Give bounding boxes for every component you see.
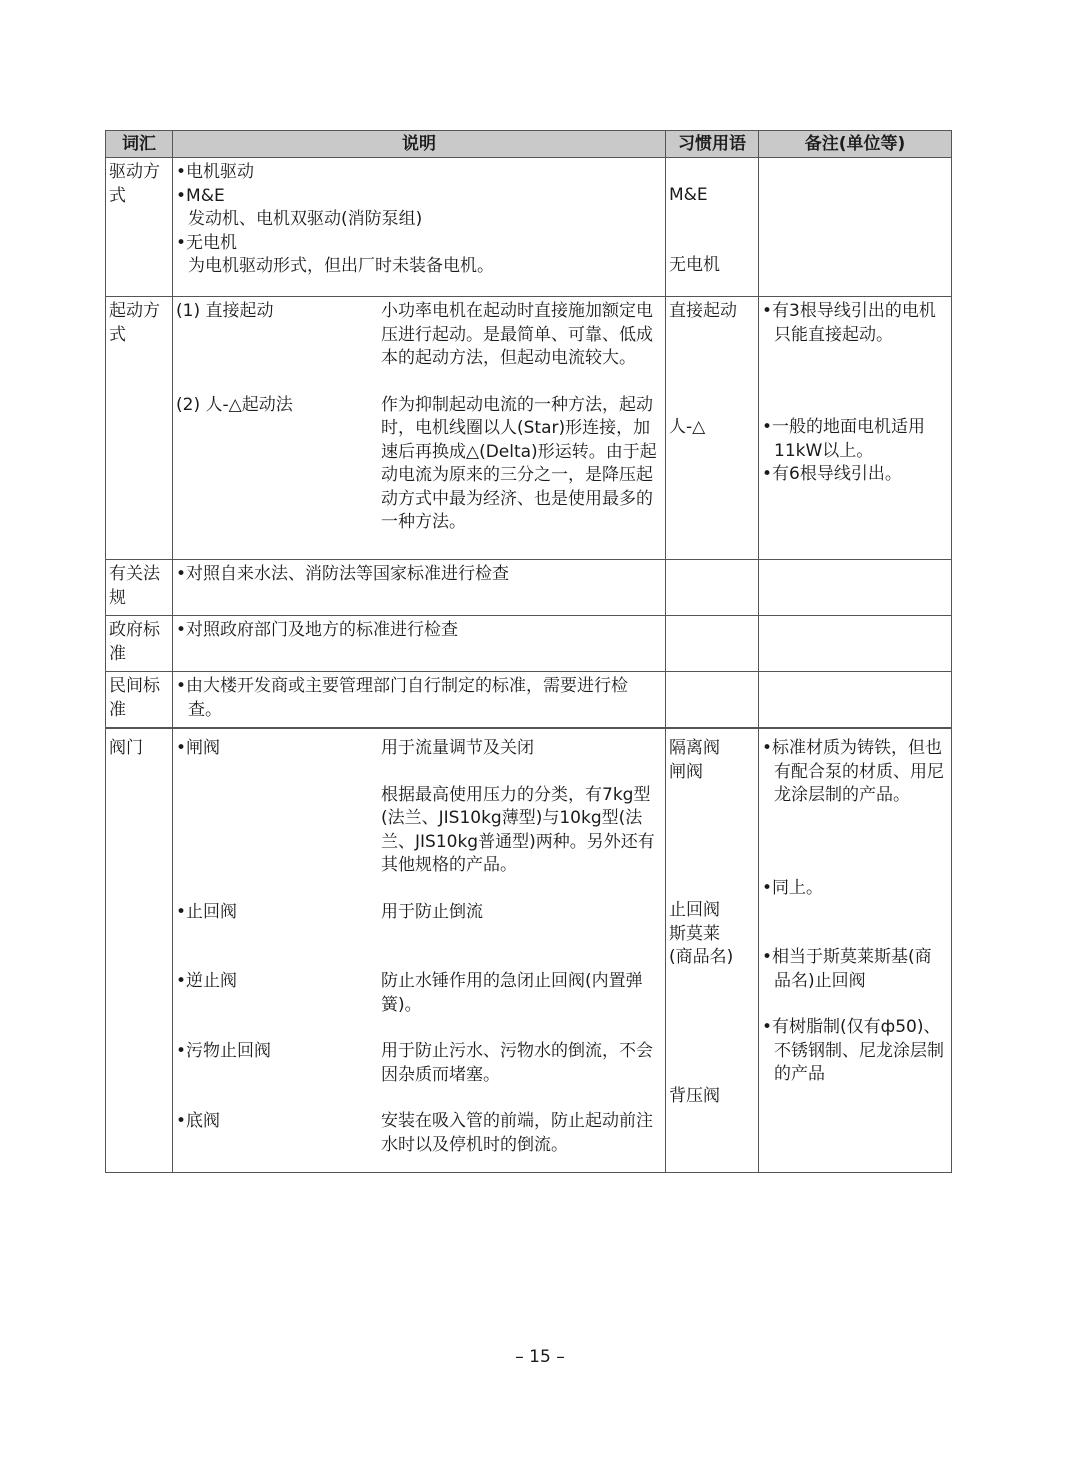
term-valve: 阀门 [106,729,173,1173]
header-term: 词汇 [106,131,173,158]
usage-direct: 直接起动 [669,301,737,321]
row-start [106,297,952,560]
usage-drive [666,158,759,297]
term-start: 起动方式 [106,297,173,560]
usage-isolation: 隔离阀 [669,738,720,758]
desc-valve [173,729,666,1173]
page-number: – 15 – [515,1347,565,1367]
valve-sewage-desc: 用于防止污水、污物水的倒流，不会因杂质而堵塞。 [381,1041,653,1085]
start-method-star-delta: (2) 人-△起动法 [176,394,293,415]
valve-nonreturn-desc: 防止水锤作用的急闭止回阀(内置弹簧)。 [381,971,643,1015]
header-description: 说明 [173,131,666,158]
note-star-delta-1: •一般的地面电机适用11kW以上。 [762,417,926,461]
valve-gate-desc-1: 用于流量调节及关闭 [381,738,534,758]
valve-nonreturn: •逆止阀 [176,971,238,991]
note-check: •同上。 [762,877,824,898]
usage-star-delta: 人-△ [669,416,706,437]
usage-check-brand-note: (商品名) [669,947,734,967]
notes-valve [759,729,952,1173]
row-private [106,672,952,728]
usage-back-pressure: 背压阀 [669,1085,720,1106]
usage-no-motor: 无电机 [669,254,720,275]
start-method-direct: (1) 直接起动 [176,301,274,321]
header-usage: 习惯用语 [666,131,759,158]
usage-start [666,297,759,560]
desc-private: •由大楼开发商或主要管理部门自行制定的标准，需要进行检查。 [173,672,666,728]
notes-start [759,297,952,560]
valve-gate: •闸阀 [176,738,221,758]
usage-check: 止回阀 [669,900,720,920]
row-gov [106,616,952,672]
header-notes: 备注(单位等) [759,131,952,158]
valve-foot-desc: 安装在吸入管的前端，防止起动前注水时以及停机时的倒流。 [381,1111,653,1155]
valve-check: •止回阀 [176,901,238,922]
usage-me: M&E [669,185,708,205]
desc-gov: •对照政府部门及地方的标准进行检查 [173,616,666,672]
drive-item-me: •M&E [176,185,225,206]
drive-item-no-motor-desc: 为电机驱动形式，但出厂时未装备电机。 [188,256,494,276]
desc-drive [173,158,666,297]
row-law [106,560,952,616]
note-sewage: •有树脂制(仅有ф50)、不锈钢制、尼龙涂层制的产品 [762,1017,944,1084]
note-direct: •有3根导线引出的电机只能直接起动。 [762,301,936,345]
usage-check-brand: 斯莫莱 [669,923,720,944]
valve-foot: •底阀 [176,1111,221,1131]
term-private: 民间标准 [106,672,173,728]
drive-item-me-desc: 发动机、电机双驱动(消防泵组) [188,209,423,229]
term-law: 有关法规 [106,560,173,616]
row-drive [106,158,952,297]
start-method-star-delta-desc: 作为抑制起动电流的一种方法，起动时，电机线圈以人(Star)形连接，加速后再换成△(Delta)形运转。由于起动电流为原来的三分之一，是降压起动方式中最为经济、也是使用最多的一种方法。 [381,394,657,532]
valve-sewage: •污物止回阀 [176,1041,272,1061]
note-nonreturn: •相当于斯莫莱斯基(商品名)止回阀 [762,947,932,991]
terminology-table-1 [105,130,952,728]
desc-start [173,297,666,560]
note-star-delta-2: •有6根导线引出。 [762,464,902,484]
valve-gate-desc-2: 根据最高使用压力的分类，有7kg型(法兰、JIS10kg薄型)与10kg型(法兰、JIS10kg普通型)两种。另外还有其他规格的产品。 [381,784,655,875]
term-gov: 政府标准 [106,616,173,672]
notes-drive [759,158,952,297]
term-drive: 驱动方式 [106,158,173,297]
start-method-direct-desc: 小功率电机在起动时直接施加额定电压进行起动。是最简单、可靠、低成本的起动方法，但起动电流较大。 [381,301,653,368]
desc-law: •对照自来水法、消防法等国家标准进行检查 [173,560,666,616]
row-valve [106,729,952,1173]
usage-gate: 闸阀 [669,761,703,782]
note-gate: •标准材质为铸铁，但也有配合泵的材质、用尼龙涂层制的产品。 [762,738,944,805]
drive-item-electric: •电机驱动 [176,162,255,182]
terminology-table-2 [105,728,952,1173]
header-row [106,131,952,158]
usage-valve [666,729,759,1173]
drive-item-no-motor: •无电机 [176,232,238,253]
valve-check-desc: 用于防止倒流 [381,901,483,922]
